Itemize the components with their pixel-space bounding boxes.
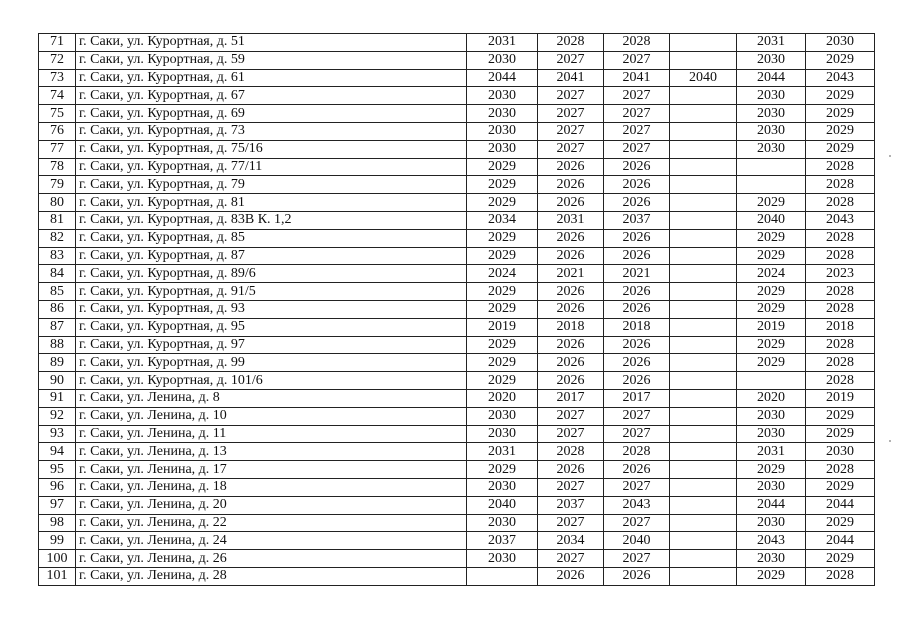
year-cell-3: 2027: [604, 122, 670, 140]
row-number-cell: 92: [39, 407, 76, 425]
year-cell-4: [670, 496, 737, 514]
repair-schedule-table: [38, 33, 875, 586]
address-cell: г. Саки, ул. Ленина, д. 24: [76, 532, 467, 550]
year-cell-3: 2018: [604, 318, 670, 336]
year-cell-6: 2028: [806, 461, 875, 479]
year-cell-5: 2043: [737, 532, 806, 550]
year-cell-5: 2029: [737, 229, 806, 247]
table-row: [39, 265, 875, 283]
address-cell: г. Саки, ул. Курортная, д. 73: [76, 122, 467, 140]
address-cell: г. Саки, ул. Ленина, д. 26: [76, 550, 467, 568]
year-cell-6: 2028: [806, 229, 875, 247]
table-row: [39, 34, 875, 52]
year-cell-1: 2029: [467, 461, 538, 479]
year-cell-2: 2027: [538, 122, 604, 140]
year-cell-4: [670, 140, 737, 158]
year-cell-3: 2026: [604, 567, 670, 585]
year-cell-3: 2017: [604, 389, 670, 407]
year-cell-1: 2029: [467, 300, 538, 318]
year-cell-6: 2028: [806, 372, 875, 390]
year-cell-1: 2029: [467, 354, 538, 372]
year-cell-1: 2030: [467, 514, 538, 532]
year-cell-3: 2026: [604, 461, 670, 479]
table-row: [39, 407, 875, 425]
year-cell-5: 2029: [737, 300, 806, 318]
year-cell-4: [670, 211, 737, 229]
year-cell-5: 2029: [737, 567, 806, 585]
year-cell-1: 2030: [467, 478, 538, 496]
year-cell-2: 2026: [538, 176, 604, 194]
year-cell-6: 2029: [806, 514, 875, 532]
year-cell-2: 2026: [538, 158, 604, 176]
year-cell-6: 2029: [806, 550, 875, 568]
year-cell-1: 2029: [467, 194, 538, 212]
year-cell-1: 2029: [467, 336, 538, 354]
year-cell-4: [670, 425, 737, 443]
year-cell-1: 2044: [467, 69, 538, 87]
table-row: [39, 461, 875, 479]
address-cell: г. Саки, ул. Курортная, д. 77/11: [76, 158, 467, 176]
address-cell: г. Саки, ул. Курортная, д. 85: [76, 229, 467, 247]
year-cell-3: 2027: [604, 550, 670, 568]
year-cell-4: [670, 389, 737, 407]
row-number-cell: 95: [39, 461, 76, 479]
year-cell-2: 2027: [538, 550, 604, 568]
year-cell-4: [670, 478, 737, 496]
table-row: [39, 496, 875, 514]
year-cell-4: [670, 265, 737, 283]
year-cell-3: 2040: [604, 532, 670, 550]
table-row: [39, 283, 875, 301]
year-cell-3: 2026: [604, 372, 670, 390]
year-cell-6: 2028: [806, 283, 875, 301]
year-cell-5: 2044: [737, 69, 806, 87]
year-cell-4: [670, 51, 737, 69]
year-cell-4: [670, 514, 737, 532]
year-cell-4: [670, 550, 737, 568]
year-cell-4: [670, 461, 737, 479]
table-row: [39, 229, 875, 247]
year-cell-2: 2026: [538, 372, 604, 390]
year-cell-6: 2029: [806, 407, 875, 425]
year-cell-6: 2028: [806, 194, 875, 212]
year-cell-6: 2028: [806, 354, 875, 372]
year-cell-2: 2018: [538, 318, 604, 336]
year-cell-3: 2043: [604, 496, 670, 514]
address-cell: г. Саки, ул. Курортная, д. 101/6: [76, 372, 467, 390]
year-cell-5: 2040: [737, 211, 806, 229]
year-cell-6: 2044: [806, 496, 875, 514]
year-cell-5: 2044: [737, 496, 806, 514]
year-cell-5: 2030: [737, 514, 806, 532]
year-cell-6: 2029: [806, 87, 875, 105]
row-number-cell: 93: [39, 425, 76, 443]
year-cell-6: 2029: [806, 51, 875, 69]
year-cell-4: [670, 318, 737, 336]
table-row: [39, 51, 875, 69]
address-cell: г. Саки, ул. Курортная, д. 89/6: [76, 265, 467, 283]
address-cell: г. Саки, ул. Курортная, д. 61: [76, 69, 467, 87]
year-cell-5: 2030: [737, 550, 806, 568]
year-cell-5: [737, 372, 806, 390]
year-cell-6: 2043: [806, 69, 875, 87]
year-cell-5: 2030: [737, 122, 806, 140]
table-body: [39, 34, 875, 586]
year-cell-2: 2028: [538, 34, 604, 52]
address-cell: г. Саки, ул. Ленина, д. 28: [76, 567, 467, 585]
year-cell-1: 2029: [467, 372, 538, 390]
year-cell-6: 2018: [806, 318, 875, 336]
year-cell-3: 2027: [604, 140, 670, 158]
year-cell-1: 2030: [467, 87, 538, 105]
year-cell-3: 2027: [604, 87, 670, 105]
year-cell-6: 2019: [806, 389, 875, 407]
year-cell-1: 2029: [467, 247, 538, 265]
year-cell-2: 2026: [538, 247, 604, 265]
table-row: [39, 176, 875, 194]
year-cell-1: 2031: [467, 443, 538, 461]
year-cell-6: 2023: [806, 265, 875, 283]
row-number-cell: 72: [39, 51, 76, 69]
year-cell-6: 2030: [806, 34, 875, 52]
year-cell-3: 2028: [604, 34, 670, 52]
year-cell-1: 2034: [467, 211, 538, 229]
year-cell-1: 2019: [467, 318, 538, 336]
row-number-cell: 80: [39, 194, 76, 212]
year-cell-3: 2027: [604, 407, 670, 425]
table-row: [39, 567, 875, 585]
year-cell-6: 2029: [806, 425, 875, 443]
address-cell: г. Саки, ул. Ленина, д. 17: [76, 461, 467, 479]
year-cell-1: 2030: [467, 105, 538, 123]
year-cell-2: 2027: [538, 87, 604, 105]
address-cell: г. Саки, ул. Курортная, д. 79: [76, 176, 467, 194]
table-row: [39, 532, 875, 550]
row-number-cell: 77: [39, 140, 76, 158]
year-cell-6: 2028: [806, 567, 875, 585]
scan-speck: [889, 155, 891, 157]
table-row: [39, 514, 875, 532]
year-cell-4: [670, 567, 737, 585]
address-cell: г. Саки, ул. Ленина, д. 10: [76, 407, 467, 425]
year-cell-5: 2030: [737, 140, 806, 158]
address-cell: г. Саки, ул. Курортная, д. 69: [76, 105, 467, 123]
table-row: [39, 211, 875, 229]
year-cell-4: [670, 532, 737, 550]
address-cell: г. Саки, ул. Курортная, д. 51: [76, 34, 467, 52]
year-cell-5: 2029: [737, 194, 806, 212]
year-cell-2: 2026: [538, 194, 604, 212]
table-row: [39, 247, 875, 265]
year-cell-3: 2026: [604, 300, 670, 318]
table-row: [39, 158, 875, 176]
year-cell-2: 2026: [538, 283, 604, 301]
year-cell-3: 2027: [604, 105, 670, 123]
year-cell-4: [670, 443, 737, 461]
year-cell-4: [670, 34, 737, 52]
year-cell-1: 2030: [467, 407, 538, 425]
row-number-cell: 86: [39, 300, 76, 318]
table-row: [39, 372, 875, 390]
year-cell-1: 2030: [467, 122, 538, 140]
year-cell-6: 2029: [806, 105, 875, 123]
address-cell: г. Саки, ул. Курортная, д. 67: [76, 87, 467, 105]
year-cell-1: 2029: [467, 176, 538, 194]
year-cell-3: 2026: [604, 158, 670, 176]
year-cell-2: 2026: [538, 461, 604, 479]
year-cell-3: 2026: [604, 194, 670, 212]
address-cell: г. Саки, ул. Курортная, д. 83В К. 1,2: [76, 211, 467, 229]
address-cell: г. Саки, ул. Ленина, д. 18: [76, 478, 467, 496]
year-cell-4: [670, 229, 737, 247]
year-cell-4: [670, 194, 737, 212]
year-cell-2: 2027: [538, 105, 604, 123]
year-cell-6: 2030: [806, 443, 875, 461]
row-number-cell: 79: [39, 176, 76, 194]
year-cell-2: 2027: [538, 478, 604, 496]
row-number-cell: 84: [39, 265, 76, 283]
table-row: [39, 300, 875, 318]
year-cell-4: [670, 176, 737, 194]
year-cell-3: 2026: [604, 176, 670, 194]
year-cell-5: 2029: [737, 354, 806, 372]
address-cell: г. Саки, ул. Курортная, д. 87: [76, 247, 467, 265]
year-cell-5: 2020: [737, 389, 806, 407]
year-cell-1: [467, 567, 538, 585]
year-cell-3: 2041: [604, 69, 670, 87]
year-cell-1: 2030: [467, 425, 538, 443]
row-number-cell: 99: [39, 532, 76, 550]
table-row: [39, 318, 875, 336]
table-row: [39, 443, 875, 461]
year-cell-4: [670, 87, 737, 105]
row-number-cell: 83: [39, 247, 76, 265]
table-row: [39, 194, 875, 212]
year-cell-5: 2030: [737, 105, 806, 123]
year-cell-2: 2027: [538, 425, 604, 443]
year-cell-4: [670, 122, 737, 140]
table-row: [39, 69, 875, 87]
year-cell-4: [670, 105, 737, 123]
year-cell-2: 2027: [538, 514, 604, 532]
scan-speck: [889, 440, 891, 442]
address-cell: г. Саки, ул. Курортная, д. 97: [76, 336, 467, 354]
year-cell-5: 2031: [737, 443, 806, 461]
year-cell-6: 2029: [806, 140, 875, 158]
row-number-cell: 81: [39, 211, 76, 229]
address-cell: г. Саки, ул. Ленина, д. 22: [76, 514, 467, 532]
year-cell-4: [670, 283, 737, 301]
year-cell-6: 2028: [806, 176, 875, 194]
address-cell: г. Саки, ул. Курортная, д. 93: [76, 300, 467, 318]
year-cell-5: [737, 158, 806, 176]
year-cell-1: 2030: [467, 550, 538, 568]
address-cell: г. Саки, ул. Курортная, д. 81: [76, 194, 467, 212]
row-number-cell: 96: [39, 478, 76, 496]
address-cell: г. Саки, ул. Курортная, д. 75/16: [76, 140, 467, 158]
row-number-cell: 71: [39, 34, 76, 52]
year-cell-3: 2021: [604, 265, 670, 283]
year-cell-1: 2029: [467, 158, 538, 176]
row-number-cell: 73: [39, 69, 76, 87]
year-cell-6: 2044: [806, 532, 875, 550]
year-cell-5: 2031: [737, 34, 806, 52]
year-cell-5: 2019: [737, 318, 806, 336]
year-cell-6: 2028: [806, 247, 875, 265]
table-row: [39, 122, 875, 140]
table-row: [39, 140, 875, 158]
row-number-cell: 100: [39, 550, 76, 568]
year-cell-4: [670, 247, 737, 265]
year-cell-5: 2024: [737, 265, 806, 283]
year-cell-2: 2027: [538, 140, 604, 158]
address-cell: г. Саки, ул. Ленина, д. 13: [76, 443, 467, 461]
table-row: [39, 550, 875, 568]
year-cell-4: [670, 372, 737, 390]
address-cell: г. Саки, ул. Курортная, д. 99: [76, 354, 467, 372]
year-cell-5: [737, 176, 806, 194]
year-cell-2: 2027: [538, 51, 604, 69]
address-cell: г. Саки, ул. Ленина, д. 8: [76, 389, 467, 407]
year-cell-4: [670, 336, 737, 354]
year-cell-1: 2029: [467, 283, 538, 301]
year-cell-3: 2027: [604, 51, 670, 69]
year-cell-4: [670, 354, 737, 372]
year-cell-3: 2037: [604, 211, 670, 229]
year-cell-2: 2026: [538, 336, 604, 354]
table-row: [39, 105, 875, 123]
year-cell-2: 2021: [538, 265, 604, 283]
row-number-cell: 87: [39, 318, 76, 336]
row-number-cell: 88: [39, 336, 76, 354]
year-cell-2: 2041: [538, 69, 604, 87]
row-number-cell: 101: [39, 567, 76, 585]
year-cell-6: 2029: [806, 122, 875, 140]
year-cell-5: 2030: [737, 478, 806, 496]
year-cell-3: 2027: [604, 425, 670, 443]
address-cell: г. Саки, ул. Ленина, д. 11: [76, 425, 467, 443]
year-cell-1: 2020: [467, 389, 538, 407]
year-cell-5: 2029: [737, 461, 806, 479]
table-row: [39, 478, 875, 496]
year-cell-1: 2037: [467, 532, 538, 550]
row-number-cell: 85: [39, 283, 76, 301]
year-cell-5: 2030: [737, 425, 806, 443]
address-cell: г. Саки, ул. Ленина, д. 20: [76, 496, 467, 514]
row-number-cell: 78: [39, 158, 76, 176]
year-cell-5: 2030: [737, 51, 806, 69]
year-cell-2: 2031: [538, 211, 604, 229]
year-cell-4: [670, 158, 737, 176]
table-row: [39, 87, 875, 105]
year-cell-5: 2029: [737, 283, 806, 301]
year-cell-3: 2027: [604, 514, 670, 532]
row-number-cell: 90: [39, 372, 76, 390]
row-number-cell: 91: [39, 389, 76, 407]
year-cell-4: [670, 407, 737, 425]
year-cell-4: 2040: [670, 69, 737, 87]
row-number-cell: 75: [39, 105, 76, 123]
row-number-cell: 89: [39, 354, 76, 372]
year-cell-3: 2026: [604, 283, 670, 301]
year-cell-3: 2026: [604, 247, 670, 265]
year-cell-5: 2030: [737, 87, 806, 105]
year-cell-1: 2040: [467, 496, 538, 514]
table-row: [39, 425, 875, 443]
row-number-cell: 94: [39, 443, 76, 461]
year-cell-6: 2043: [806, 211, 875, 229]
year-cell-1: 2030: [467, 140, 538, 158]
year-cell-2: 2027: [538, 407, 604, 425]
year-cell-2: 2026: [538, 567, 604, 585]
year-cell-2: 2026: [538, 229, 604, 247]
year-cell-2: 2034: [538, 532, 604, 550]
year-cell-3: 2026: [604, 336, 670, 354]
year-cell-5: 2029: [737, 336, 806, 354]
table-row: [39, 354, 875, 372]
year-cell-5: 2030: [737, 407, 806, 425]
year-cell-6: 2028: [806, 158, 875, 176]
year-cell-1: 2024: [467, 265, 538, 283]
year-cell-6: 2028: [806, 300, 875, 318]
address-cell: г. Саки, ул. Курортная, д. 59: [76, 51, 467, 69]
row-number-cell: 74: [39, 87, 76, 105]
year-cell-6: 2029: [806, 478, 875, 496]
address-cell: г. Саки, ул. Курортная, д. 95: [76, 318, 467, 336]
row-number-cell: 82: [39, 229, 76, 247]
row-number-cell: 98: [39, 514, 76, 532]
year-cell-6: 2028: [806, 336, 875, 354]
year-cell-3: 2027: [604, 478, 670, 496]
year-cell-5: 2029: [737, 247, 806, 265]
year-cell-3: 2026: [604, 229, 670, 247]
year-cell-2: 2026: [538, 300, 604, 318]
year-cell-3: 2026: [604, 354, 670, 372]
table-row: [39, 336, 875, 354]
year-cell-2: 2026: [538, 354, 604, 372]
row-number-cell: 76: [39, 122, 76, 140]
year-cell-1: 2031: [467, 34, 538, 52]
year-cell-2: 2017: [538, 389, 604, 407]
year-cell-1: 2029: [467, 229, 538, 247]
address-cell: г. Саки, ул. Курортная, д. 91/5: [76, 283, 467, 301]
year-cell-1: 2030: [467, 51, 538, 69]
row-number-cell: 97: [39, 496, 76, 514]
year-cell-3: 2028: [604, 443, 670, 461]
table-row: [39, 389, 875, 407]
year-cell-4: [670, 300, 737, 318]
year-cell-2: 2028: [538, 443, 604, 461]
year-cell-2: 2037: [538, 496, 604, 514]
